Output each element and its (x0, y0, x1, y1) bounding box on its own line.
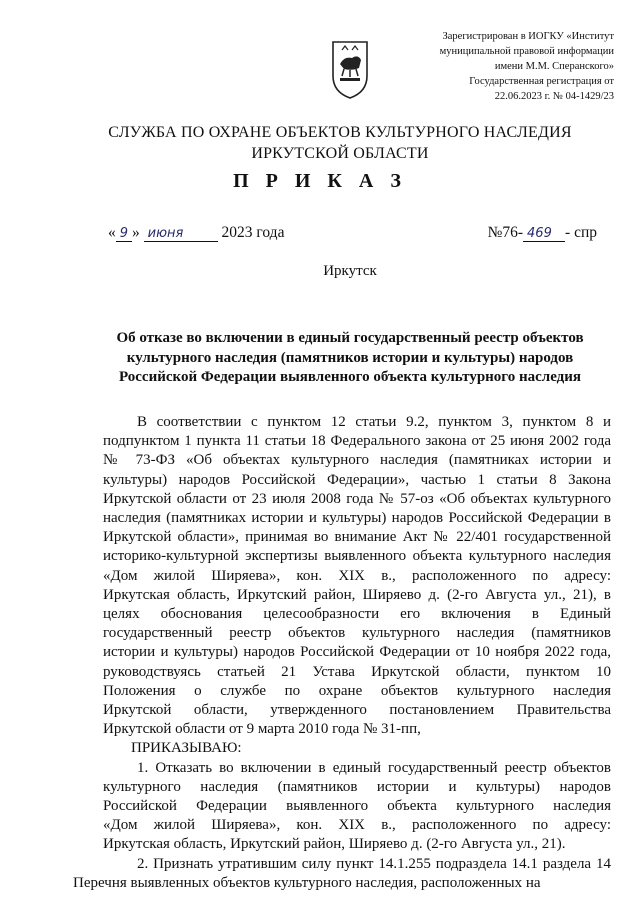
order-body (73, 413, 611, 893)
order-date (108, 224, 284, 242)
registration-line: имени М.М. Сперанского» (494, 61, 614, 72)
body-line: Иркутской области от 9 марта 2010 года № 31-пп, (103, 721, 421, 738)
body-line: истории и культуры) народов Российской Федерации от 10 ноября 2022 года, (103, 644, 611, 661)
item-1-line: культурного наследия (памятников истории и культуры) народов (103, 778, 611, 795)
body-line: № 73-ФЗ «Об объектах культурного наследия (памятниках истории и (103, 452, 611, 469)
date-year: 2023 года (221, 224, 285, 241)
city: Иркутск (323, 263, 377, 279)
date-open-quote: « (108, 224, 116, 241)
body-line: В соответствии с пунктом 12 статьи 9.2, пунктом 3, пунктом 8 и (137, 414, 611, 430)
body-line: наследия (памятниках истории и культуры) народов Российской Федерации в (103, 510, 611, 527)
body-line: историко-культурной экспертизы выявленного объекта культурного наследия (103, 548, 611, 565)
item-1-line: 1. Отказать во включении в единый государственный реестр объектов (137, 759, 611, 776)
agency-line-2: ИРКУТСКОЙ ОБЛАСТИ (251, 145, 429, 162)
number-suffix: - спр (565, 224, 597, 241)
body-line: Иркутской области», принимая во внимание Акт № 22/401 государственной (103, 529, 611, 546)
subject-line: Российской Федерации выявленного объекта культурного наследия (118, 369, 582, 385)
date-month: июня (144, 226, 218, 242)
body-line: культуры) народов Российской Федерации», частью 1 статьи 8 Закона (103, 471, 611, 488)
registration-line: Зарегистрирован в ИОГКУ «Институт (442, 31, 614, 42)
item-2-line: Перечня выявленных объектов культурного наследия, расположенных на (73, 874, 541, 891)
date-close-quote: » (132, 224, 140, 241)
body-line: целях обоснования целесообразности его включения в Единый (103, 606, 611, 623)
registration-line: муниципальной правовой информации (439, 46, 614, 57)
body-line: «Дом жилой Ширяева», кон. XIX в., расположенного по адресу: (103, 567, 611, 584)
item-1-line: Российской Федерации выявленного объекта культурного наследия (103, 798, 611, 815)
registration-line: 22.06.2023 г. № 04-1429/23 (494, 91, 614, 102)
body-line: руководствуясь статьей 21 Устава Иркутской области, пунктом 10 (103, 663, 611, 680)
order-number (488, 224, 597, 242)
number-prefix: №76- (487, 224, 524, 241)
subject-line: культурного наследия (памятников истории и культуры) народов (126, 349, 574, 366)
body-line: Иркутской области, утвержденного постановлением Правительства (103, 702, 611, 719)
body-line: государственный реестр объектов культурного наследия (памятников (103, 625, 611, 642)
agency-name (60, 122, 620, 164)
date-day: 9 (116, 226, 132, 242)
item-1-line: «Дом жилой Ширяева», кон. XIX в., расположенного по адресу: (103, 817, 611, 834)
body-line: Иркутская область, Иркутский район, Ширяево д. (2-го Августа ул., 21), в (103, 586, 611, 603)
body-line: Иркутской области от 23 июля 2008 года № 57-оз «Об объектах культурного (103, 490, 611, 507)
order-subject (105, 329, 595, 388)
body-line: подпунктом 1 пункта 11 статьи 18 Федерального закона от 25 июня 2002 года (103, 433, 611, 450)
coat-of-arms-icon (330, 38, 370, 100)
body-line: Положения о службе по охране объектов культурного наследия (103, 682, 611, 699)
order-word: ПРИКАЗЫВАЮ: (131, 740, 242, 757)
document-title: П Р И К А З (233, 170, 407, 192)
item-1-line: Иркутская область, Иркутский район, Ширяево д. (2-го Августа ул., 21). (103, 836, 566, 853)
registration-line: Государственная регистрация от (469, 76, 614, 87)
agency-line-1: СЛУЖБА ПО ОХРАНЕ ОБЪЕКТОВ КУЛЬТУРНОГО НАСЛЕДИЯ (108, 124, 572, 141)
item-2-line: 2. Признать утратившим силу пункт 14.1.255 подраздела 14.1 раздела 14 (137, 855, 611, 872)
number-handwritten: 469 (523, 226, 565, 242)
registration-stamp (418, 29, 614, 104)
subject-line: Об отказе во включении в единый государственный реестр объектов (116, 330, 584, 346)
